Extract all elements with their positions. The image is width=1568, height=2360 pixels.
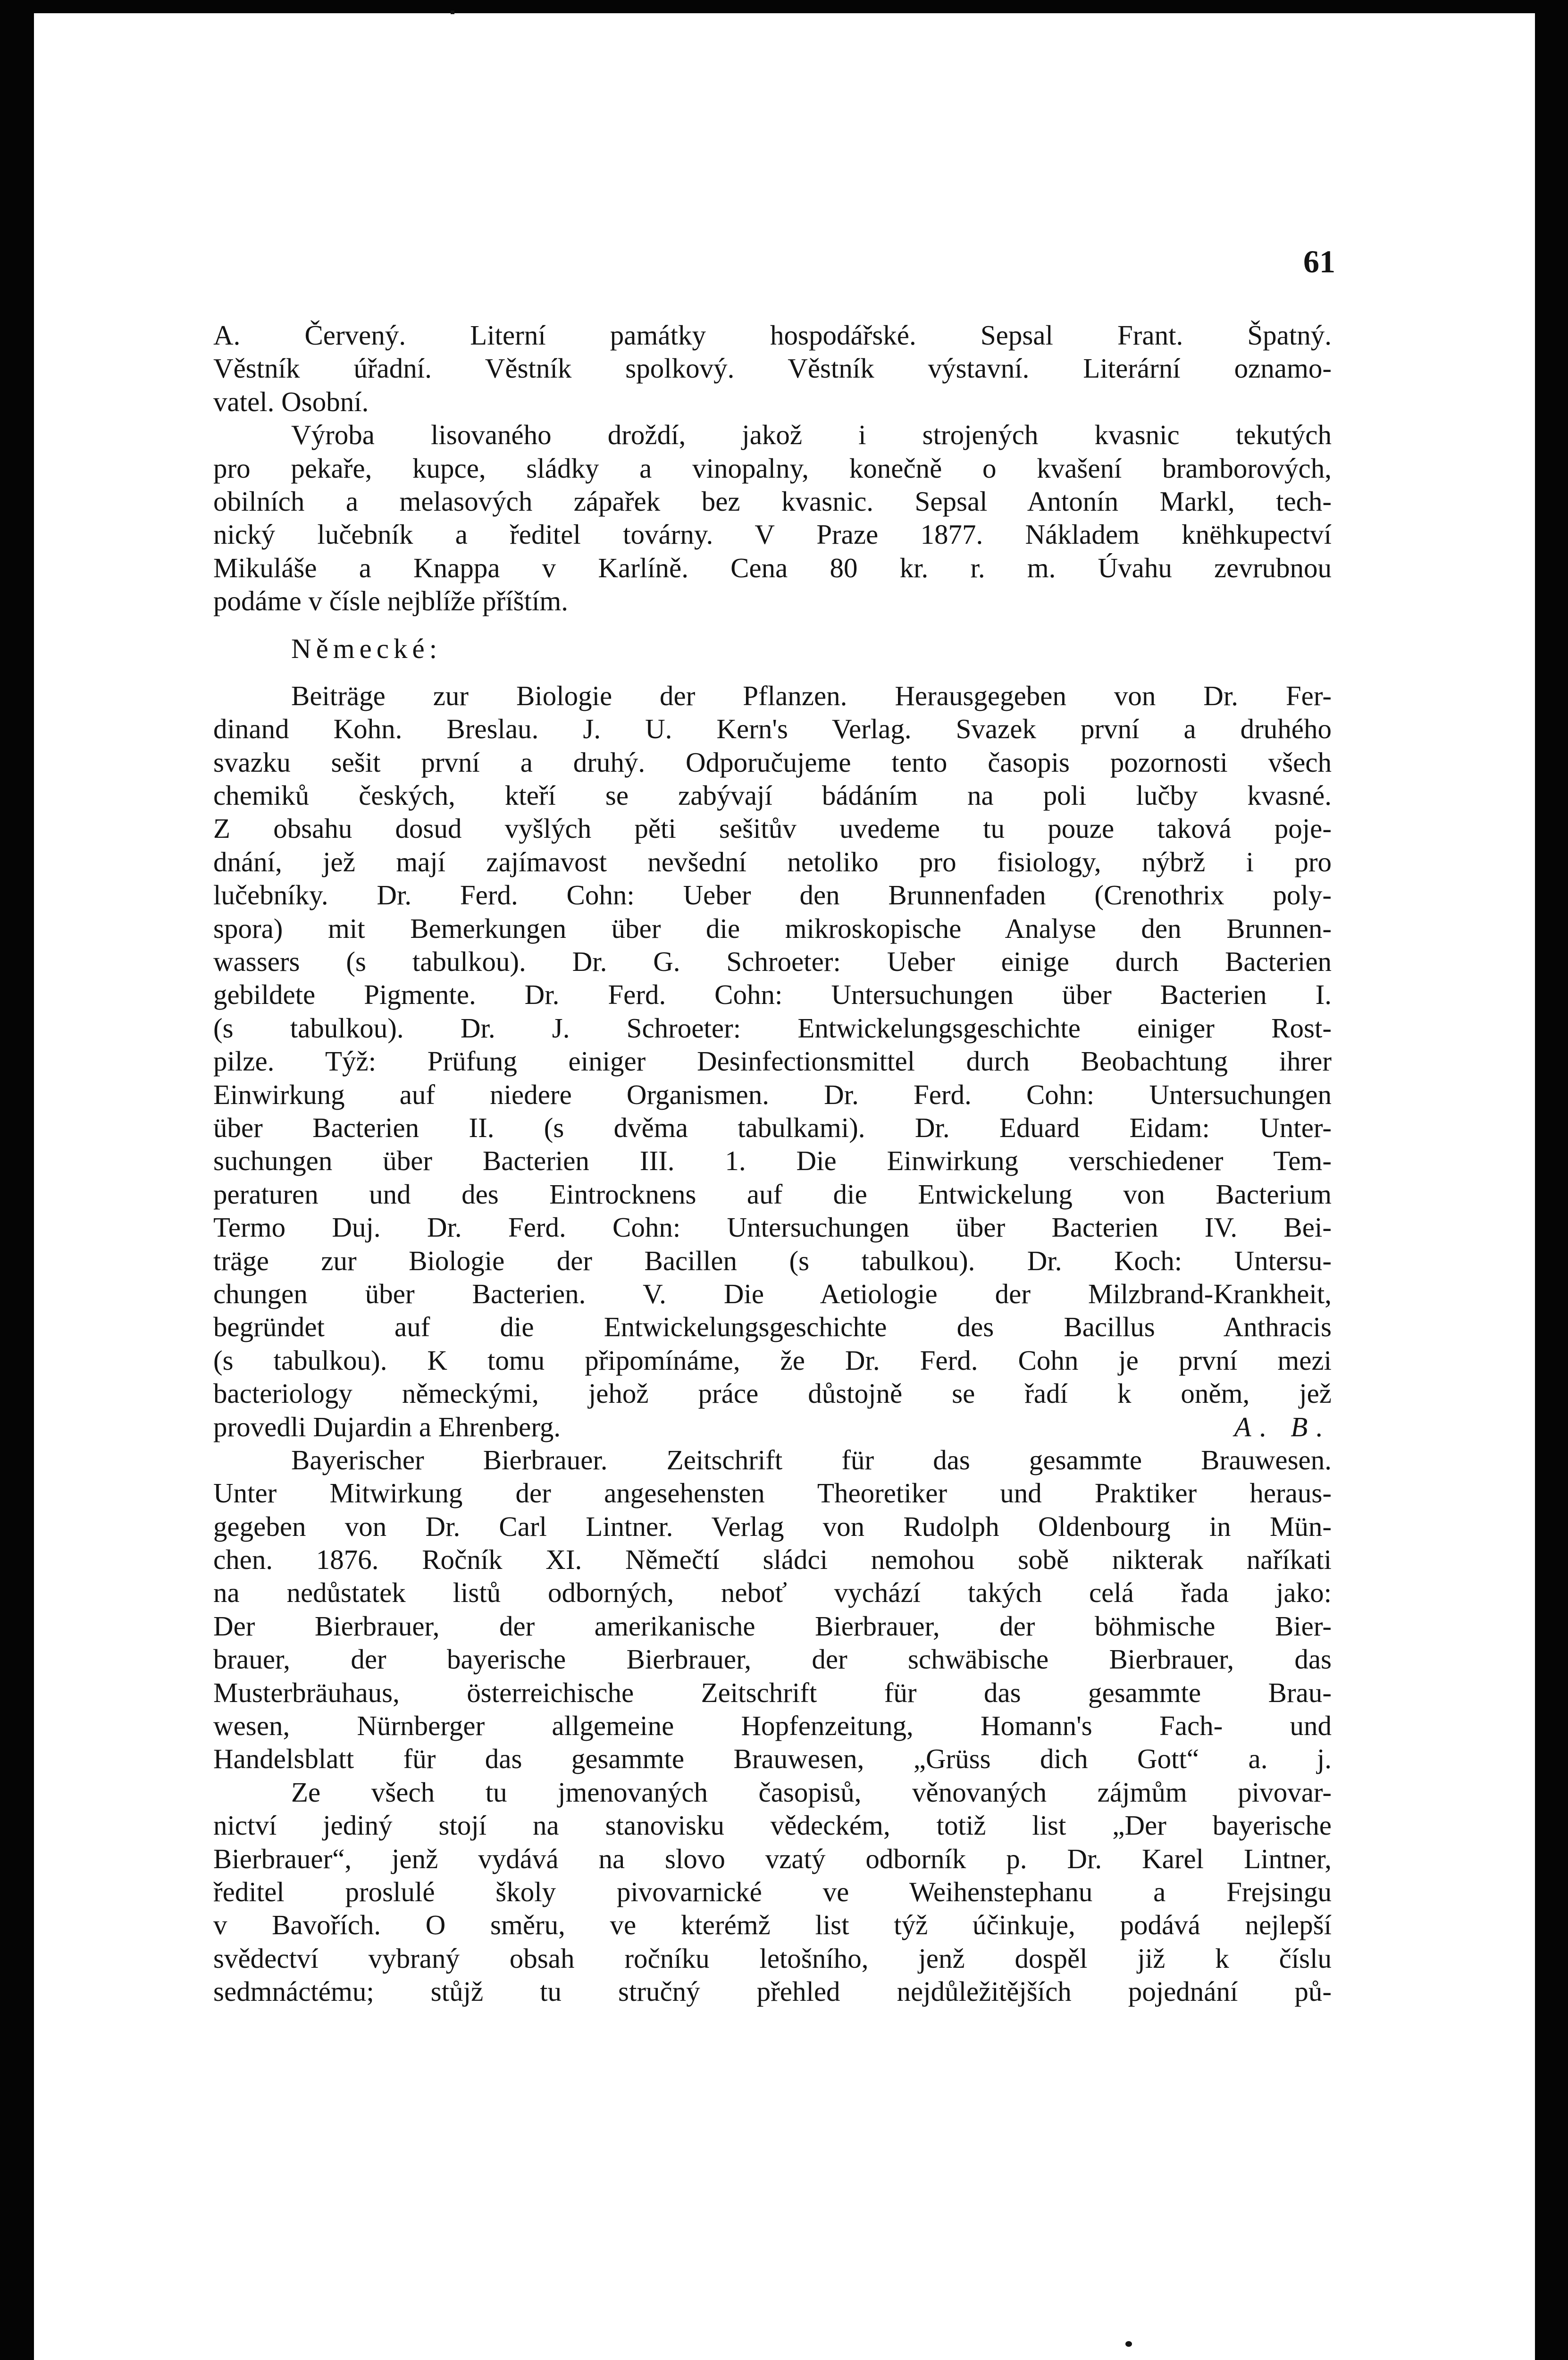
page-number: 61 <box>1303 244 1335 279</box>
text-line: Beiträge zur Biologie der Pflanzen. Herausgegeben von Dr. Fer- <box>291 680 1332 711</box>
text-line: dinand Kohn. Breslau. J. U. Kern's Verlag. Svazek první a druhého <box>213 713 1332 745</box>
text-line: dnání, jež mají zajímavost nevšední netoliko pro fisiology, nýbrž i pro <box>213 846 1332 877</box>
text-line: Der Bierbrauer, der amerikanische Bierbrauer, der böhmische Bier- <box>213 1610 1332 1642</box>
text-line: Z obsahu dosud vyšlých pěti sešitův uvedeme tu pouze taková poje- <box>213 813 1332 844</box>
text-line: pilze. Týž: Prüfung einiger Desinfectionsmittel durch Beobachtung ihrer <box>213 1045 1332 1077</box>
ink-dot <box>1125 2341 1132 2347</box>
text-line: Einwirkung auf niedere Organismen. Dr. Ferd. Cohn: Untersuchungen <box>213 1079 1332 1110</box>
text-line: suchungen über Bacterien III. 1. Die Einwirkung verschiedener Tem- <box>213 1145 1332 1177</box>
section-heading: Německé: <box>291 632 442 664</box>
text-line: obilních a melasových zápařek bez kvasnic. Sepsal Antonín Markl, tech- <box>213 485 1332 517</box>
text-line: Handelsblatt für das gesammte Brauwesen, „Grüss dich Gott“ a. j. <box>213 1743 1332 1775</box>
text-line: gebildete Pigmente. Dr. Ferd. Cohn: Untersuchungen über Bacterien I. <box>213 979 1332 1011</box>
text-line: Termo Duj. Dr. Ferd. Cohn: Untersuchungen über Bacterien IV. Bei- <box>213 1212 1332 1243</box>
text-line: podáme v čísle nejblíže příštím. <box>213 585 569 617</box>
text-line: bacteriology německými, jehož práce důstojně se řadí k oněm, jež <box>213 1378 1332 1409</box>
text-line: Bayerischer Bierbrauer. Zeitschrift für das gesammte Brauwesen. <box>291 1444 1332 1475</box>
author-signature: A. B. <box>1234 1411 1332 1442</box>
scan-edge-left <box>0 0 34 2360</box>
paragraph-vyroba-drozdi <box>213 418 1332 617</box>
text-line: begründet auf die Entwickelungsgeschichte des Bacillus Anthracis <box>213 1311 1332 1343</box>
text-line: ředitel proslulé školy pivovarnické ve Weihenstephanu a Frejsingu <box>213 1876 1332 1907</box>
text-line: Mikuláše a Knappa v Karlíně. Cena 80 kr. r. m. Úvahu zevrubnou <box>213 552 1332 583</box>
paragraph-ze-vsech-casopisu <box>213 1776 1332 2008</box>
text-line: peraturen und des Eintrocknens auf die Entwickelung von Bacterium <box>213 1178 1332 1210</box>
paragraph-cerveny <box>213 319 1332 418</box>
section-heading-nemecke <box>213 632 1332 665</box>
text-line: nictví jediný stojí na stanovisku vědeckém, totiž list „Der bayerische <box>213 1810 1332 1841</box>
text-line: pro pekaře, kupce, sládky a vinopalny, konečně o kvašení bramborových, <box>213 452 1332 484</box>
text-line: Věstník úřadní. Věstník spolkový. Věstník výstavní. Literární oznamo- <box>213 353 1332 384</box>
text-line: lučebníky. Dr. Ferd. Cohn: Ueber den Brunnenfaden (Crenothrix poly- <box>213 879 1332 911</box>
text-line: gegeben von Dr. Carl Lintner. Verlag von Rudolph Oldenbourg in Mün- <box>213 1510 1332 1542</box>
text-line: v Bavořích. O směru, ve kterémž list týž účinkuje, podává nejlepší <box>213 1909 1332 1941</box>
text-line: nický lučebník a ředitel továrny. V Praze 1877. Nákladem knëhkupectví <box>213 519 1332 550</box>
text-line: über Bacterien II. (s dvěma tabulkami). Dr. Eduard Eidam: Unter- <box>213 1112 1332 1143</box>
text-line: svědectví vybraný obsah ročníku letošního, jenž dospěl již k číslu <box>213 1942 1332 1974</box>
text-line: chungen über Bacterien. V. Die Aetiologie der Milzbrand-Krankheit, <box>213 1278 1332 1309</box>
text-line: Musterbräuhaus, österreichische Zeitschrift für das gesammte Brau- <box>213 1677 1332 1708</box>
text-line: chemiků českých, kteří se zabývají bádáním na poli lučby kvasné. <box>213 780 1332 811</box>
text-line: träge zur Biologie der Bacillen (s tabulkou). Dr. Koch: Untersu- <box>213 1245 1332 1276</box>
text-line: na nedůstatek listů odborných, neboť vychází takých celá řada jako: <box>213 1577 1332 1609</box>
text-line: spora) mit Bemerkungen über die mikroskopische Analyse den Brunnen- <box>213 912 1332 944</box>
text-line-with-signature <box>213 1410 1332 1443</box>
text-body <box>213 319 1332 2008</box>
text-line: sedmnáctému; stůjž tu stručný přehled nejdůležitějších pojednání pů- <box>213 1976 1332 2007</box>
text-line: (s tabulkou). K tomu připomínáme, že Dr. Ferd. Cohn je první mezi <box>213 1344 1332 1376</box>
text-line: provedli Dujardin a Ehrenberg. <box>213 1411 561 1442</box>
scan-speck <box>451 10 454 14</box>
scan-edge-right <box>1535 0 1568 2360</box>
text-line: (s tabulkou). Dr. J. Schroeter: Entwickelungsgeschichte einiger Rost- <box>213 1012 1332 1044</box>
text-line: chen. 1876. Ročník XI. Němečtí sládci nemohou sobě nikterak naříkati <box>213 1544 1332 1576</box>
text-line: A. Červený. Literní památky hospodářské. Sepsal Frant. Špatný. <box>213 320 1332 351</box>
text-line: Bierbrauer“, jenž vydává na slovo vzatý odborník p. Dr. Karel Lintner, <box>213 1843 1332 1874</box>
text-line: wassers (s tabulkou). Dr. G. Schroeter: Ueber einige durch Bacterien <box>213 946 1332 978</box>
text-line: Výroba lisovaného droždí, jakož i strojených kvasnic tekutých <box>291 419 1332 451</box>
text-line: Ze všech tu jmenovaných časopisů, věnovaných zájmům pivovar- <box>291 1776 1332 1808</box>
text-line: brauer, der bayerische Bierbrauer, der schwäbische Bierbrauer, das <box>213 1644 1332 1675</box>
text-line: vatel. Osobní. <box>213 386 369 417</box>
paragraph-beitraege-biologie <box>213 679 1332 1443</box>
text-line: wesen, Nürnberger allgemeine Hopfenzeitung, Homann's Fach- und <box>213 1710 1332 1742</box>
paragraph-bayerischer-bierbrauer <box>213 1443 1332 1776</box>
scan-edge-top <box>0 0 1568 13</box>
text-line: svazku sešit první a druhý. Odporučujeme tento časopis pozornosti všech <box>213 746 1332 778</box>
text-line: Unter Mitwirkung der angesehensten Theoretiker und Praktiker heraus- <box>213 1477 1332 1509</box>
